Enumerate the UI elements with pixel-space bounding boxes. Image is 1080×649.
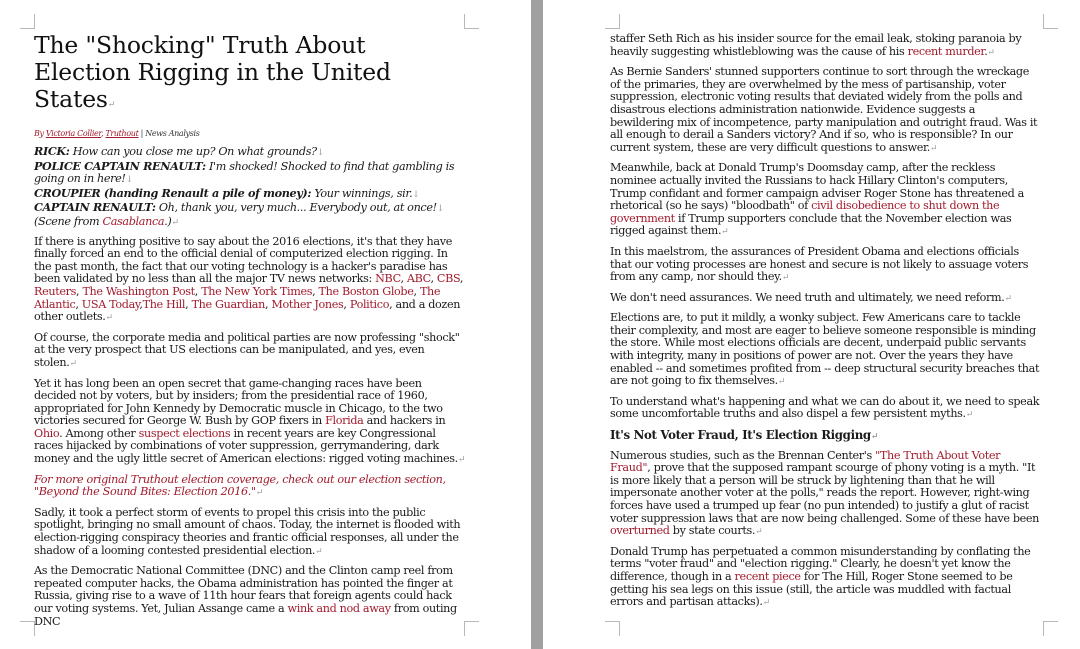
florida-link[interactable]: Florida <box>325 414 364 428</box>
left-page-content[interactable] <box>34 32 466 635</box>
dialog-line: CAPTAIN RENAULT: Oh, thank you, very much... Everybody out, at once!↓ <box>34 200 444 215</box>
outlet-link[interactable]: The Washington Post <box>82 284 195 298</box>
margin-corner-mark <box>1043 621 1058 636</box>
outlet-link[interactable]: CBS <box>436 272 460 286</box>
page-gutter <box>531 0 543 649</box>
document-page-left <box>0 0 531 649</box>
election-coverage-promo-link[interactable]: For more original Truthout election coverage, check out our election section, "Beyond the Sound Bites: Election 2016."↵ <box>34 472 446 499</box>
dialog-line: RICK: How can you close me up? On what grounds?↓ <box>34 144 324 158</box>
civil-disobedience-link[interactable]: civil disobedience to shut down the government <box>610 199 1000 225</box>
paragraph: As Bernie Sanders' stunned supporters continue to sort through the wreckage of the primaries, they are overwhelmed by the mess of partisanship, voter suppression, electronic voting results that deviated widely from the polls and disastrous elections administration nationwide. Evidence suggests a bewildering mix of incompetence, party manipulation and outright fraud. Was it all enough to derail a Sanders victory? And if so, who is responsible? In our current system, these are very difficult questions to answer.↵ <box>610 65 1038 154</box>
margin-corner-mark <box>605 621 620 636</box>
paragraph: In this maelstrom, the assurances of President Obama and elections officials that our voting processes are honest and secure is not likely to assuage voters from any camp, nor should they.↵ <box>610 244 1029 284</box>
wink-and-nod-link[interactable]: wink and nod away <box>287 602 391 615</box>
byline: By Victoria Collier, Truthout | News Analysis <box>34 129 200 138</box>
margin-corner-mark <box>605 14 620 29</box>
outlet-link[interactable]: The Atlantic <box>34 284 441 311</box>
margin-corner-mark <box>20 621 35 636</box>
document-page-right <box>543 0 1080 649</box>
outlet-link[interactable]: The Hill <box>142 297 186 311</box>
casablanca-link[interactable]: Casablanca <box>102 214 165 228</box>
outlet-link[interactable]: The Guardian <box>191 297 265 311</box>
outlet-link[interactable]: The Boston Globe <box>318 284 414 298</box>
section-heading: It's Not Voter Fraud, It's Election Rigging↵ <box>610 428 879 443</box>
article-title[interactable]: The "Shocking" Truth About Election Rigging in the United States↵ <box>34 31 391 113</box>
recent-murder-link[interactable]: recent murder <box>907 44 985 58</box>
overturned-link[interactable]: overturned <box>610 524 670 538</box>
paragraph: Elections are, to put it mildly, a wonky subject. Few Americans care to tackle their complexity, and most are eager to believe someone responsible is minding the store. While most elections officials are decent, underpaid public servants with integrity, many in positions of power are not. Over the years they have enabled -- and sometimes profited from -- deep structural security breaches that are not going to fix themselves.↵ <box>610 311 1040 388</box>
margin-corner-mark <box>1043 14 1058 29</box>
casablanca-dialog <box>34 145 466 230</box>
brennan-report-link[interactable]: "The Truth About Voter Fraud" <box>610 448 1001 475</box>
outlet-link[interactable]: NBC <box>375 272 401 286</box>
paragraph: To understand what's happening and what we can do about it, we need to speak some uncomfortable truths and also dispel a few persistent myths.↵ <box>610 394 1040 421</box>
scene-note: (Scene from Casablanca.)↵ <box>34 214 179 228</box>
dialog-line: CROUPIER (handing Renault a pile of money): Your winnings, sir.↓ <box>34 185 420 200</box>
outlet-link[interactable]: Truthout <box>105 129 139 138</box>
outlet-link[interactable]: ABC <box>406 272 431 286</box>
paragraph: If there is anything positive to say about the 2016 elections, it's that they have finally forced an end to the official denial of computerized election rigging. In the past month, the fact that our voting technology is a hacker's paradise has been validated by no less than all the major TV news networks: NBC, ABC, CBS, Reuters, The Washington Post, The New York Times, The Boston Globe, The Atlantic, USA Today,The Hill, The Guardian, Mother Jones, Politico, and a dozen other outlets.↵ <box>34 234 464 324</box>
ohio-link[interactable]: Ohio <box>34 426 60 440</box>
margin-corner-mark <box>20 14 35 29</box>
paragraph: Numerous studies, such as the Brennan Center's "The Truth About Voter Fraud", prove that the supposed rampant scourge of phony voting is a myth. "It is more likely that a person will be struck by lightening than that he will impersonate another voter at the polls," reads the report. However, right-wing forces have used a trumped up fear (no pun intended) to justify a glut of racist voter suppression laws that are now being challenged. Some of these have been overturned by state courts.↵ <box>610 448 1040 538</box>
paragraph: Sadly, it took a perfect storm of events to propel this crisis into the public spotlight, bringing no small amount of chaos. Today, the internet is flooded with election-rigging conspiracy theories and frantic official responses, all under the shadow of a looming contested presidential election.↵ <box>34 505 461 557</box>
dialog-line: POLICE CAPTAIN RENAULT: I'm shocked! Shocked to find that gambling is going on in here!↓ <box>34 158 455 186</box>
paragraph: As the Democratic National Committee (DNC) and the Clinton camp reel from repeated computer hacks, the Obama administration has pointed the finger at Russia, giving rise to a wave of 11th hour fears that foreign agents could hack our voting systems. Yet, Julian Assange came a wink and nod away from outing DNC <box>34 564 457 628</box>
suspect-elections-link[interactable]: suspect elections <box>138 426 231 440</box>
paragraph: Yet it has long been an open secret that game-changing races have been decided not by voters, but by insiders; from the presidential race of 1960, appropriated for John Kennedy by Democratic muscle in Chicago, to the two victories secured for George W. Bush by GOP fixers in Florida and hackers in Ohio. Among other suspect elections in recent years are key Congressional races hijacked by combinations of voter suppression, gerrymandering, dark money and the ugly little secret of American elections: rigged voting machines.↵ <box>34 376 466 466</box>
margin-corner-mark <box>464 621 479 636</box>
right-page-content[interactable] <box>610 33 1042 617</box>
paragraph: Donald Trump has perpetuated a common misunderstanding by conflating the terms "voter fraud" and "election rigging." Clearly, he doesn't yet know the difference, though in a recent piece for The Hill, Roger Stone seemed to be getting his sea legs on this issue (still, the article was muddled with factual errors and partisan attacks).↵ <box>610 544 1031 609</box>
paragraph: Meanwhile, back at Donald Trump's Doomsday camp, after the reckless nominee actually invited the Russians to hack Hillary Clinton's computers, Trump confidant and former campaign adviser Roger Stone has threatened a rhetorical (so he says) "bloodbath" of civil disobedience to shut down the government if Trump supporters conclude that the November election was rigged against them.↵ <box>610 161 1024 238</box>
paragraph: staffer Seth Rich as his insider source for the email leak, stoking paranoia by heavily suggesting whistleblowing was the cause of his recent murder.↵ <box>610 32 1022 58</box>
paragraph: We don't need assurances. We need truth and ultimately, we need reform.↵ <box>610 290 1012 304</box>
author-link[interactable]: Victoria Collier <box>45 129 102 138</box>
outlet-link[interactable]: Mother Jones <box>271 297 344 311</box>
paragraph: Of course, the corporate media and political parties are now professing "shock" at the very prospect that US elections can be manipulated, and yes, even stolen.↵ <box>34 330 460 369</box>
recent-piece-link[interactable]: recent piece <box>734 569 801 583</box>
outlet-link[interactable]: USA Today <box>81 297 140 311</box>
outlet-link[interactable]: Politico <box>349 297 390 311</box>
margin-corner-mark <box>464 14 479 29</box>
outlet-link[interactable]: Reuters <box>34 284 77 298</box>
outlet-link[interactable]: The New York Times <box>201 284 313 298</box>
